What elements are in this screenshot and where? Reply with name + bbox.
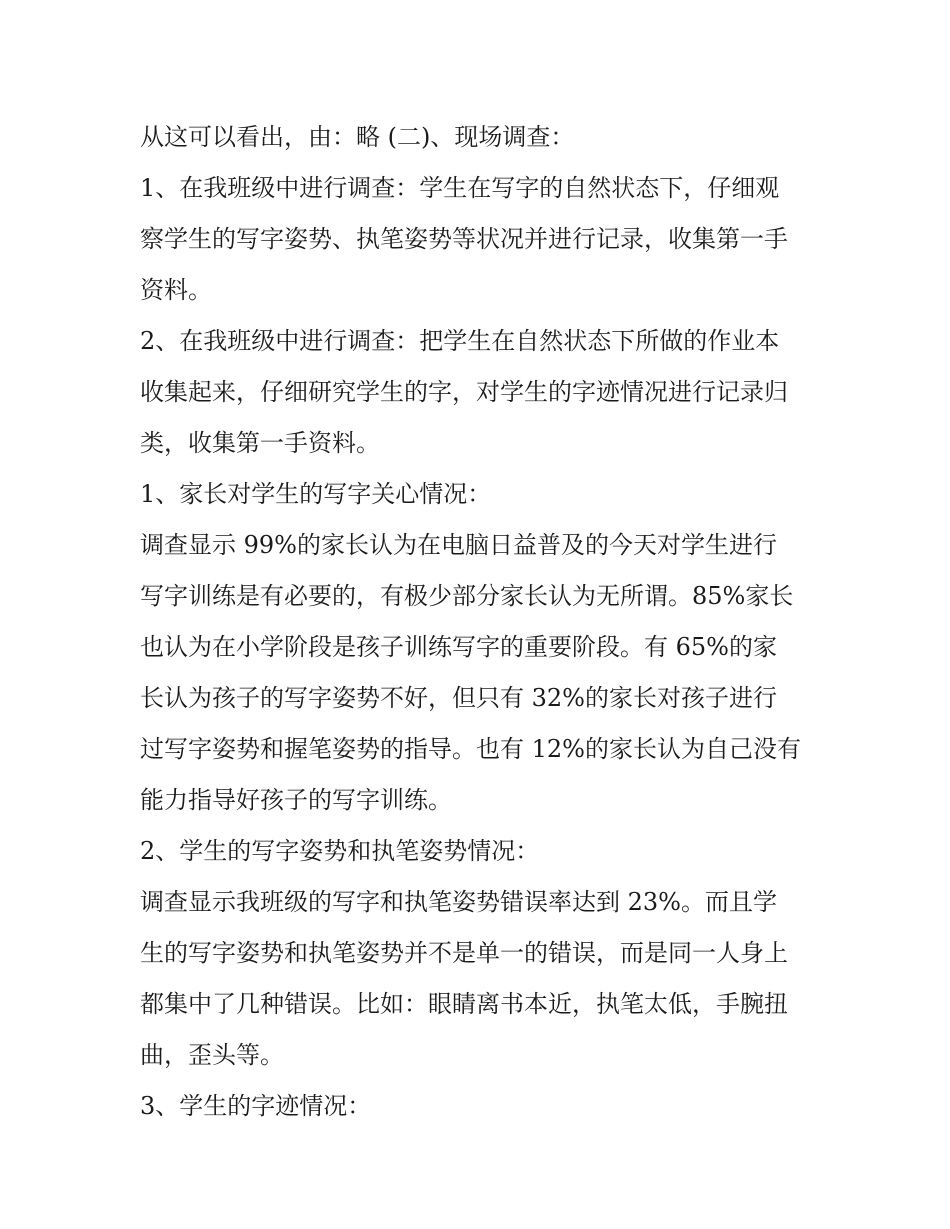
text-line: 也认为在小学阶段是孩子训练写字的重要阶段。有 65%的家: [140, 633, 777, 661]
text-line: 曲，歪头等。: [140, 1041, 284, 1069]
text-line: 生的写字姿势和执笔姿势并不是单一的错误，而是同一人身上: [140, 939, 788, 967]
text-line: 从这可以看出，由：略 (二)、现场调查：: [140, 123, 575, 151]
text-line: 调查显示 99%的家长认为在电脑日益普及的今天对学生进行: [140, 531, 777, 559]
text-line: 类，收集第一手资料。: [140, 429, 380, 457]
document-body: [140, 112, 820, 1132]
text-line: 过写字姿势和握笔姿势的指导。也有 12%的家长认为自己没有: [140, 735, 801, 763]
text-line: 2、在我班级中进行调查：把学生在自然状态下所做的作业本: [140, 327, 780, 355]
text-line: 3、学生的字迹情况：: [140, 1092, 372, 1120]
text-line: 写字训练是有必要的，有极少部分家长认为无所谓。85%家长: [140, 582, 794, 610]
text-line: 调查显示我班级的写字和执笔姿势错误率达到 23%。而且学: [140, 888, 777, 916]
text-line: 1、在我班级中进行调查：学生在写字的自然状态下，仔细观: [140, 174, 780, 202]
text-line: 资料。: [140, 276, 212, 304]
text-line: 收集起来，仔细研究学生的字，对学生的字迹情况进行记录归: [140, 378, 788, 406]
text-line: 能力指导好孩子的写字训练。: [140, 786, 452, 814]
text-line: 长认为孩子的写字姿势不好，但只有 32%的家长对孩子进行: [140, 684, 777, 712]
text-line: 察学生的写字姿势、执笔姿势等状况并进行记录，收集第一手: [140, 225, 788, 253]
text-line: 2、学生的写字姿势和执笔姿势情况：: [140, 837, 540, 865]
text-line: 都集中了几种错误。比如：眼睛离书本近，执笔太低，手腕扭: [140, 990, 788, 1018]
text-line: 1、家长对学生的写字关心情况：: [140, 480, 492, 508]
